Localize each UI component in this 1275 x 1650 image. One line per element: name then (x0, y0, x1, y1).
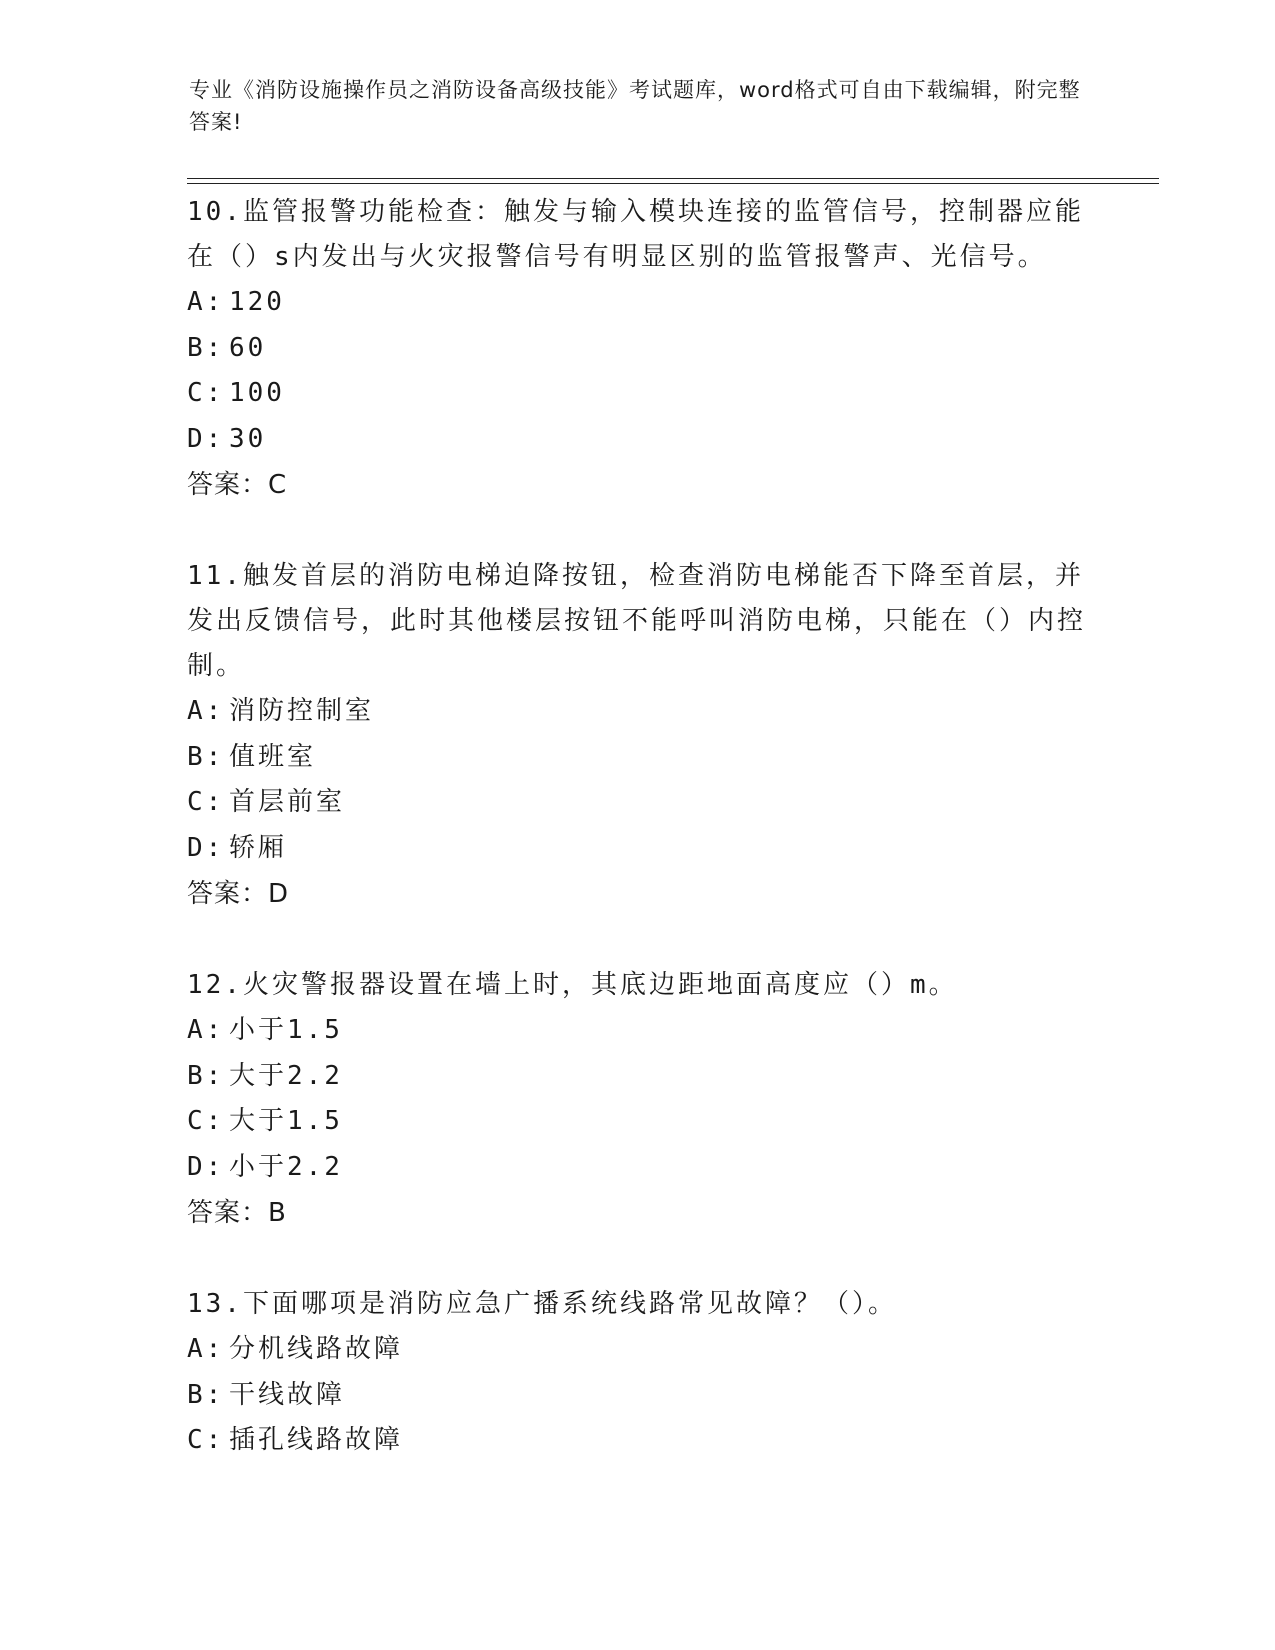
answer-option (187, 326, 1087, 372)
question-list (187, 190, 1087, 1510)
answer-option (187, 280, 1087, 326)
question-item (187, 1282, 1087, 1464)
answer-option (187, 780, 1087, 826)
option-text: 100 (229, 378, 285, 408)
document-intro: 专业《消防设施操作员之消防设备高级技能》考试题库，word格式可自由下载编辑，附完整答案! (189, 78, 1081, 134)
option-key: A: (187, 1334, 225, 1364)
question-stem: 10.监管报警功能检查：触发与输入模块连接的监管信号，控制器应能在（）s内发出与火灾报警信号有明显区别的监管报警声、光信号。 (187, 197, 1084, 272)
answer-option (187, 1145, 1087, 1191)
answer-option (187, 689, 1087, 735)
option-text: 轿厢 (229, 832, 288, 863)
question-answer: 答案：C (187, 470, 288, 500)
answer-option (187, 735, 1087, 781)
option-text: 消防控制室 (229, 696, 375, 726)
question-stem: 12.火灾警报器设置在墙上时，其底边距地面高度应（）m。 (187, 970, 958, 1000)
option-key: A: (187, 287, 225, 317)
option-key: C: (187, 1106, 225, 1136)
option-text: 大于2.2 (229, 1060, 343, 1091)
answer-option (187, 1327, 1087, 1373)
option-key: B: (187, 741, 225, 772)
answer-option (187, 1054, 1087, 1100)
option-text: 首层前室 (229, 787, 346, 817)
answer-option (187, 1373, 1087, 1419)
option-text: 分机线路故障 (229, 1334, 404, 1364)
option-key: C: (187, 787, 225, 817)
answer-option (187, 1008, 1087, 1054)
question-answer: 答案：B (187, 1198, 287, 1228)
option-text: 120 (229, 287, 285, 317)
option-key: D: (187, 832, 225, 863)
answer-option (187, 1099, 1087, 1145)
option-key: A: (187, 1015, 225, 1045)
option-text: 干线故障 (229, 1379, 346, 1410)
question-item (187, 963, 1087, 1236)
option-text: 60 (229, 332, 267, 363)
option-key: C: (187, 378, 225, 408)
option-key: C: (187, 1425, 225, 1455)
question-stem: 13.下面哪项是消防应急广播系统线路常见故障？（）。 (187, 1289, 897, 1319)
answer-option (187, 826, 1087, 872)
answer-option (187, 371, 1087, 417)
option-key: D: (187, 423, 225, 454)
header-divider-top (187, 178, 1159, 179)
question-item (187, 190, 1087, 508)
option-text: 小于2.2 (229, 1151, 343, 1182)
answer-option (187, 417, 1087, 463)
question-stem: 11.触发首层的消防电梯迫降按钮，检查消防电梯能否下降至首层，并发出反馈信号，此时其他楼层按钮不能呼叫消防电梯，只能在（）内控制。 (187, 561, 1087, 681)
option-text: 小于1.5 (229, 1015, 343, 1045)
option-text: 值班室 (229, 741, 317, 772)
option-text: 30 (229, 423, 267, 454)
option-key: D: (187, 1151, 225, 1182)
answer-option (187, 1418, 1087, 1464)
option-text: 大于1.5 (229, 1106, 343, 1136)
option-key: B: (187, 332, 225, 363)
option-key: A: (187, 696, 225, 726)
option-text: 插孔线路故障 (229, 1425, 404, 1455)
option-key: B: (187, 1379, 225, 1410)
option-key: B: (187, 1060, 225, 1091)
question-item (187, 554, 1087, 917)
question-answer: 答案：D (187, 879, 290, 909)
header-divider-bottom (187, 183, 1159, 184)
